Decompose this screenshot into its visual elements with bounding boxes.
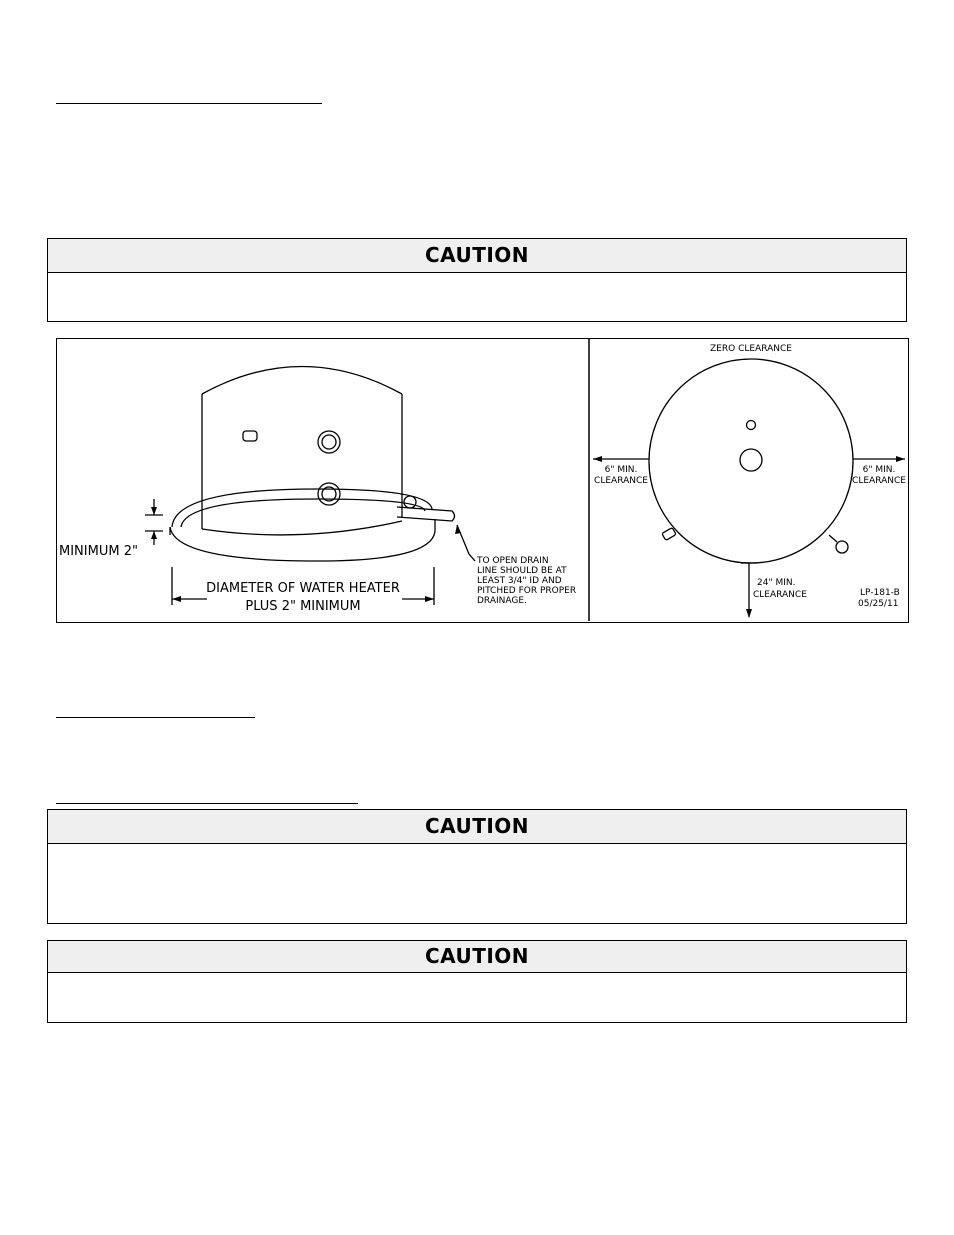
drain-pan-back-rim (172, 489, 432, 527)
drain-note-line4: PITCHED FOR PROPER (477, 586, 577, 596)
upper-port-inner (322, 435, 336, 449)
top-drain-valve (836, 541, 848, 553)
drain-pipe (397, 507, 455, 521)
drawing-date: 05/25/11 (858, 599, 899, 609)
relief-valve (243, 431, 257, 441)
installation-figure (56, 338, 909, 623)
upper-port (318, 431, 340, 453)
section-heading-underline-3 (56, 803, 358, 804)
drain-note-line3: LEAST 3/4" ID AND (477, 576, 562, 586)
drain-pan-front (170, 527, 435, 561)
drain-note-line5: DRAINAGE. (477, 596, 527, 606)
bottom-clearance-label-2: CLEARANCE (753, 590, 807, 600)
left-clearance-label-1: 6" MIN. (604, 465, 638, 475)
drain-pan-inner-rim (181, 499, 425, 527)
caution-box-3 (47, 940, 907, 1023)
section-heading-underline-2 (56, 717, 255, 718)
heater-top (202, 367, 402, 395)
diameter-label-line1: DIAMETER OF WATER HEATER (206, 581, 400, 596)
diameter-label-line2: PLUS 2" MINIMUM (245, 599, 361, 614)
top-relief-valve (662, 528, 676, 541)
drain-note-line1: TO OPEN DRAIN (477, 556, 549, 566)
zero-clearance-label: ZERO CLEARANCE (710, 344, 792, 354)
left-clearance-label-2: CLEARANCE (594, 476, 648, 486)
heater-base (202, 521, 402, 535)
drain-valve (404, 496, 416, 508)
caution-heading: CAUTION (48, 239, 906, 273)
top-large-port (740, 449, 762, 471)
top-small-port (747, 421, 756, 430)
minimum-2-label: MINIMUM 2" (59, 544, 138, 559)
drain-note-line2: LINE SHOULD BE AT (477, 566, 567, 576)
figure-drawing (57, 339, 907, 621)
bottom-clearance-label-1: 24" MIN. (757, 578, 796, 588)
caution-heading: CAUTION (48, 810, 906, 844)
right-clearance-label-1: 6" MIN. (862, 465, 896, 475)
lower-port (318, 483, 340, 505)
heater-top-outline (649, 359, 853, 563)
right-clearance-label-2: CLEARANCE (852, 476, 906, 486)
caution-heading: CAUTION (48, 941, 906, 973)
drawing-number: LP-181-B (860, 588, 900, 598)
caution-box-1 (47, 238, 907, 322)
top-view (593, 359, 905, 617)
section-heading-underline-1 (56, 103, 322, 104)
caution-box-2 (47, 809, 907, 924)
side-view (145, 367, 475, 606)
